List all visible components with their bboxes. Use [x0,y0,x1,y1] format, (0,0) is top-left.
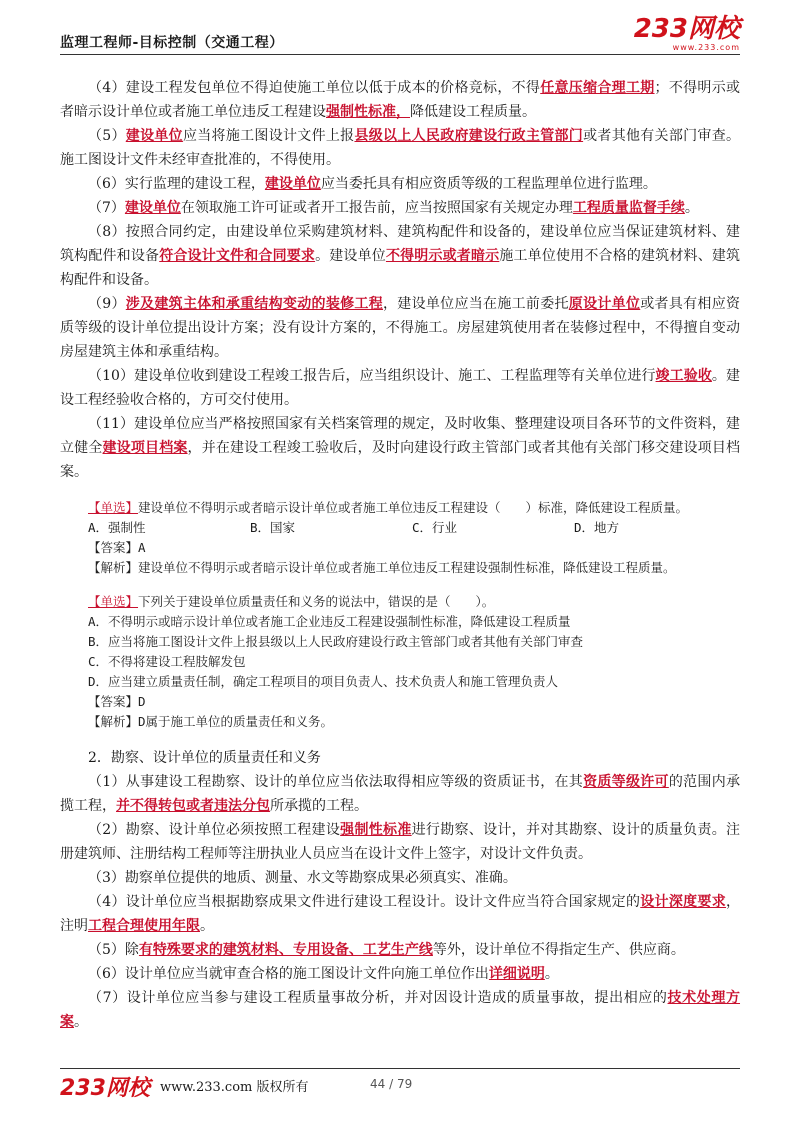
question-2-stem: 【单选】下列关于建设单位质量责任和义务的说法中，错误的是（ ）。 [88,594,495,609]
paragraph [60,292,740,364]
question-1-tag: 【单选】 [88,500,139,515]
option-a: A．强制性 [88,520,146,535]
page-content [60,76,740,1034]
paragraph-text: 。 [544,966,559,982]
highlighted-term: 工程质量监督手续 [572,200,685,216]
paragraph [60,866,740,890]
paragraph-text: （2）勘察、设计单位必须按照工程建设 [88,822,341,838]
paragraph-text: ，并在建设工程竣工验收后，及时向建设行政主管部门或者其他有关部门移交建设项目档案。 [60,440,741,480]
paragraph-text: （11）建设单位应当严格按照国家有关档案管理的规定，及时收集、整理建设项目各环节的文件资料，建立健全 [60,416,740,456]
highlighted-term: 并不得转包或者违法分包 [116,798,270,814]
option-d: D．应当建立质量责任制，确定工程项目的项目负责人、技术负责人和施工管理负责人 [88,674,559,689]
paragraph [60,986,740,1034]
footer-logo: 233网校 [60,1076,150,1101]
highlighted-term: 建设单位 [124,200,181,216]
paragraph [60,818,740,866]
paragraph-text: 的范围内承揽工程， [60,774,741,814]
highlighted-term: 有特殊要求的建筑材料、专用设备、工艺生产线 [138,942,433,958]
paragraph-text: 或者其他有关部门审查。施工图设计文件未经审查批准的，不得使用。 [60,128,741,168]
paragraph-text: 进行勘察、设计，并对其勘察、设计的质量负责。注册建筑师、注册结构工程师等注册执业人员应当在设计文件上签字，对设计文件负责。 [60,822,741,862]
paragraph-text: 。 [200,918,214,934]
paragraph-text: （1）从事建设工程勘察、设计的单位应当依法取得相应等级的资质证书，在其 [88,774,584,790]
paragraph-text: （5） [88,128,126,144]
highlighted-term: 建设项目档案 [102,440,188,456]
section-2-paragraphs [60,770,740,1034]
paragraph [60,220,740,292]
highlighted-term: 涉及建筑主体和承重结构变动的装修工程 [125,296,384,312]
paragraph-text: 等外，设计单位不得指定生产、供应商。 [432,942,685,958]
header-title: 监理工程师-目标控制（交通工程） [60,35,284,51]
paragraph-text: 或者具有相应资质等级的设计单位提出设计方案；没有设计方案的，不得施工。房屋建筑使用者在装修过程中，不得擅自变动房屋建筑主体和承重结构。 [60,296,740,360]
option-c: C．行业 [412,520,458,535]
option-b: B．国家 [250,520,296,535]
question-2 [60,592,740,732]
option-d: D．地方 [574,520,620,535]
paragraph-text: ，注明 [60,894,741,934]
question-1-answer: 【答案】A [88,540,146,555]
paragraph [60,124,740,172]
paragraph-text: 应当将施工图设计文件上报 [182,128,355,144]
paragraph-text: ，建设单位应当在施工前委托 [383,296,569,312]
footer-copyright: www.233.com 版权所有 [160,1080,309,1095]
paragraph [60,890,740,938]
paragraph-text: （6）设计单位应当就审查合格的施工图设计文件向施工单位作出 [88,966,489,982]
header-divider [60,54,740,55]
highlighted-term: 设计深度要求 [640,894,727,910]
logo-text: 233网校 [633,14,740,44]
section-2-title: 2．勘察、设计单位的质量责任和义务 [88,750,321,766]
paragraph-text: 。 [684,200,699,216]
highlighted-term: 建设单位 [264,176,321,192]
footer-divider [60,1068,740,1069]
highlighted-term: 技术处理方案 [60,990,741,1030]
paragraph-text: 应当委托具有相应资质等级的工程监理单位进行监理。 [320,176,657,192]
section-1-paragraphs [60,76,740,484]
paragraph [60,962,740,986]
paragraph-text: （7） [88,200,125,216]
question-2-tag: 【单选】 [88,594,139,609]
paragraph [60,196,740,220]
paragraph-text: （3）勘察单位提供的地质、测量、水文等勘察成果必须真实、准确。 [88,870,517,886]
question-2-analysis: 【解析】D属于施工单位的质量责任和义务。 [88,714,334,729]
highlighted-term: 建设单位 [125,128,183,144]
highlighted-term: 强制性标准 [340,822,412,838]
paragraph-text: （6）实行监理的建设工程， [88,176,265,192]
paragraph-text: 。 [74,1014,88,1030]
paragraph-text: 。建设单位 [315,248,386,264]
paragraph [60,938,740,962]
paragraph-text: （4）设计单位应当根据勘察成果文件进行建设工程设计。设计文件应当符合国家规定的 [88,894,641,910]
highlighted-term: 强制性标准， [326,104,410,120]
paragraph-text: （5）除 [88,942,139,958]
highlighted-term: 符合设计文件和合同要求 [159,248,316,264]
paragraph-text: （9） [88,296,126,312]
header-logo [634,16,740,52]
highlighted-term: 任意压缩合理工期 [540,80,655,96]
question-1-stem: 【单选】建设单位不得明示或者暗示设计单位或者施工单位违反工程建设（ ）标准，降低建设工程质量。 [88,500,689,515]
paragraph [60,412,740,484]
question-1-options [60,518,740,538]
question-1 [60,498,740,578]
highlighted-term: 原设计单位 [568,296,641,312]
paragraph-text: 。建设工程经验收合格的，方可交付使用。 [60,368,741,408]
paragraph-text: 降低建设工程质量。 [410,104,536,120]
paragraph [60,364,740,412]
question-2-answer: 【答案】D [88,694,146,709]
highlighted-term: 资质等级许可 [583,774,669,790]
logo-url: www.233.com [672,43,740,52]
paragraph-text: 施工单位使用不合格的建筑材料、建筑构配件和设备。 [60,248,741,288]
highlighted-term: 不得明示或者暗示 [385,248,500,264]
highlighted-term: 详细说明 [488,966,545,982]
paragraph-text: （8）按照合同约定，由建设单位采购建筑材料、建筑构配件和设备的，建设单位应当保证建筑材料、建筑构配件和设备 [60,224,740,264]
paragraph [60,76,740,124]
paragraph-text: （7）设计单位应当参与建设工程质量事故分析，并对因设计造成的质量事故，提出相应的 [88,990,668,1006]
option-b: B．应当将施工图设计文件上报县级以上人民政府建设行政主管部门或者其他有关部门审查 [88,634,584,649]
paragraph-text: （4）建设工程发包单位不得迫使施工单位以低于成本的价格竞标，不得 [88,80,541,96]
paragraph-text: ；不得明示或者暗示设计单位或者施工单位违反工程建设 [60,80,741,120]
paragraph [60,770,740,818]
paragraph [60,172,740,196]
highlighted-term: 工程合理使用年限 [88,918,200,934]
paragraph-text: （10）建设单位收到建设工程竣工报告后，应当组织设计、施工、工程监理等有关单位进行 [88,368,656,384]
option-c: C．不得将建设工程肢解发包 [88,654,246,669]
paragraph-text: 所承揽的工程。 [270,798,368,814]
highlighted-term: 县级以上人民政府建设行政主管部门 [354,128,584,144]
page-number: 44 / 79 [370,1077,413,1091]
question-1-analysis: 【解析】建设单位不得明示或者暗示设计单位或者施工单位违反工程建设强制性标准，降低建设工程质量。 [88,560,676,575]
highlighted-term: 竣工验收 [655,368,712,384]
option-a: A．不得明示或暗示设计单位或者施工企业违反工程建设强制性标准，降低建设工程质量 [88,614,571,629]
paragraph-text: 在领取施工许可证或者开工报告前，应当按照国家有关规定办理 [180,200,573,216]
